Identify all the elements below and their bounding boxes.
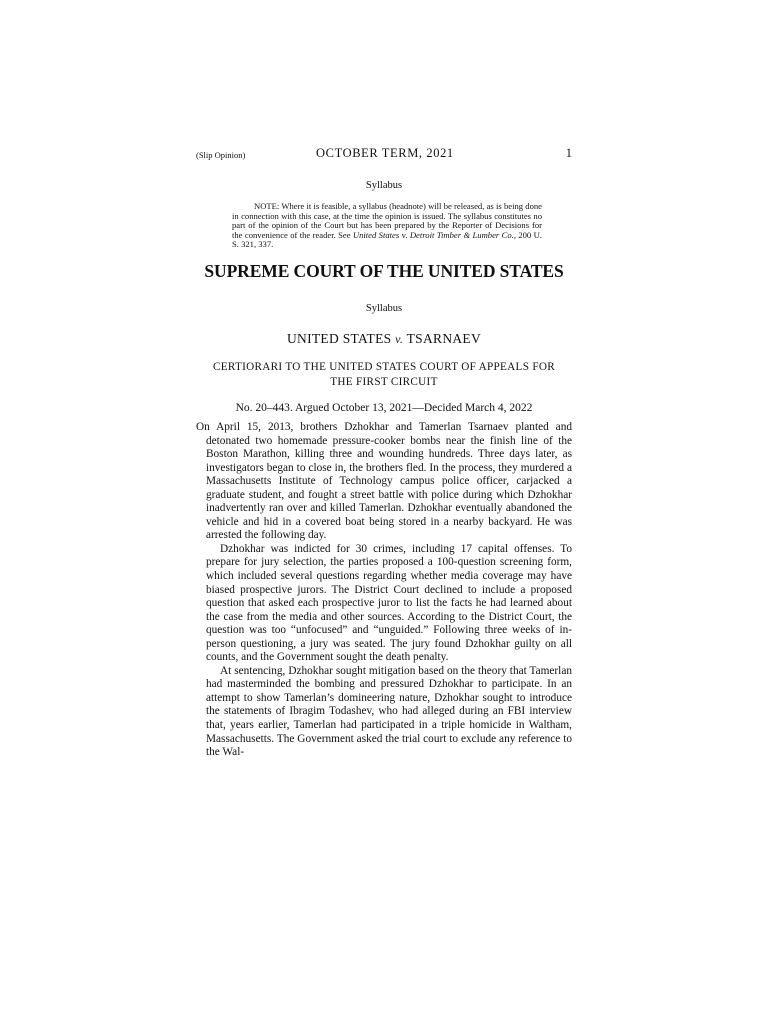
body-paragraph: On April 15, 2013, brothers Dzhokhar and Tamerlan Tsarnaev planted and detonated two homemade pressure-cooker bombs near the finish line of the Boston Marathon, killing three and wounding hundreds. Three days later, as investigators began to close in, the brothers fled. In the process, they murdered a Massachusetts Institute of Technology campus police officer, carjacked a graduate student, and fought a street battle with police during which Dzhokhar inadvertently ran over and killed Tamerlan. Dzhokhar eventually abandoned the vehicle and hid in a covered boat being stored in a nearby backyard. He was arrested the following day. bbox=[196, 420, 572, 542]
body-paragraph: Dzhokhar was indicted for 30 crimes, including 17 capital offenses. To prepare for jury selection, the parties proposed a 100-question screening form, which included several questions regarding whether media coverage may have biased prospective jurors. The District Court declined to include a proposed question that asked each prospective juror to list the facts he had learned about the case from the media and other sources. According to the District Court, the question was too “unfocused” and “unguided.” Following three weeks of in-person questioning, a jury was seated. The jury found Dzhokhar guilty on all counts, and the Government sought the death penalty. bbox=[206, 542, 572, 664]
certiorari-line: CERTIORARI TO THE UNITED STATES COURT OF APPEALS FOR THE FIRST CIRCUIT bbox=[213, 360, 555, 388]
note-citation-rest: , 200 U. S. 321, 337. bbox=[232, 229, 542, 250]
note-citation-case: United States bbox=[352, 229, 400, 240]
syllabus-heading-top: Syllabus bbox=[365, 180, 403, 191]
term-label: OCTOBER TERM, 2021 bbox=[316, 146, 454, 160]
slip-opinion-label: (Slip Opinion) bbox=[196, 150, 246, 160]
body-paragraph: At sentencing, Dzhokhar sought mitigation based on the theory that Tamerlan had masterminded the bombing and pressured Dzhokhar to participate. In an attempt to show Tamerlan’s domineering nature, Dzhokhar sought to introduce the statements of Ibragim Todashev, who had alleged during an FBI interview that, years earlier, Tamerlan had participated in a triple homicide in Waltham, Massachusetts. The Government asked the trial court to exclude any reference to the Wal- bbox=[206, 664, 572, 759]
syllabus-heading: Syllabus bbox=[365, 302, 403, 314]
page-number: 1 bbox=[565, 146, 572, 160]
docket-line: No. 20–443. Argued October 13, 2021—Decided March 4, 2022 bbox=[235, 401, 533, 414]
case-party-1: UNITED STATES bbox=[286, 330, 392, 346]
case-party-2: TSARNAEV bbox=[406, 330, 482, 346]
case-title bbox=[196, 331, 572, 347]
note-citation-v: v. bbox=[399, 229, 410, 240]
note-citation-party: Detroit Timber & Lumber Co. bbox=[409, 229, 514, 240]
slip-opinion-page bbox=[196, 146, 572, 760]
page-header bbox=[196, 146, 572, 164]
reporter-note bbox=[232, 202, 542, 250]
case-versus: v. bbox=[395, 331, 404, 346]
syllabus-body bbox=[196, 421, 572, 760]
note-text: NOTE: Where it is feasible, a syllabus (headnote) will be released, as is being done in connection with this case, at the time the opinion is issued. The syllabus constitutes no part of the opinion of the Court but has been prepared by the Reporter of Decisions for the convenience of the reader. See bbox=[232, 201, 542, 240]
court-name: SUPREME COURT OF THE UNITED STATES bbox=[204, 260, 564, 281]
